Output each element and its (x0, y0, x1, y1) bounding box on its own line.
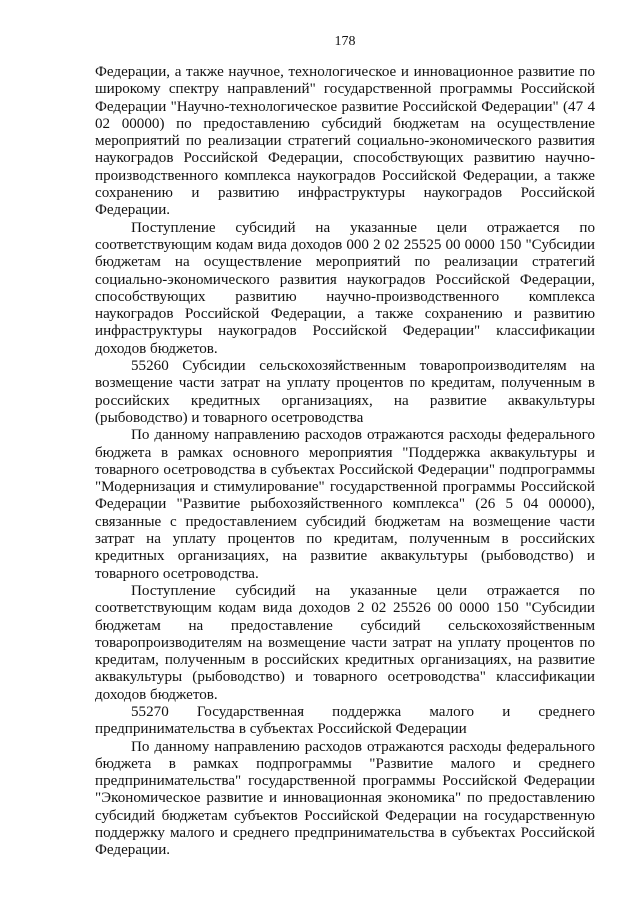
item-heading-55260: 55260 Субсидии сельскохозяйственным товаропроизводителям на возмещение части затрат на уплату процентов по кредитам, полученным в российских кредитных организациях, на развитие аквакультуры (рыбоводство) и товарного осетроводства (95, 358, 595, 426)
paragraph-receipt-55260: Поступление субсидий на указанные цели отражается по соответствующим кодам вида доходов 2 02 25526 00 0000 150 "Субсидии бюджетам на предоставление субсидий сельскохозяйственным товаропроизводителям на возмещение части затрат на уплату процентов по кредитам, полученным в российских кредитных организациях, на развитие аквакультуры (рыбоводство) и товарного осетроводства" классификации доходов бюджетов. (95, 582, 595, 703)
paragraph-receipt-55250: Поступление субсидий на указанные цели отражается по соответствующим кодам вида доходов 000 2 02 25525 00 0000 150 "Субсидии бюджетам на осуществление мероприятий по реализации стратегий социально-экономического развития наукоградов Российской Федерации, способствующих развитию научно-производственного комплекса наукоградов Российской Федерации, а также сохранению и развитию инфраструктуры наукоградов Российской Федерации" классификации доходов бюджетов. (95, 219, 595, 357)
paragraph-continuation: Федерации, а также научное, технологическое и инновационное развитие по широкому спектру направлений" государственной программы Российской Федерации "Научно-технологическое развитие Российской Федерации" (47 4 02 00000) по предоставлению субсидий бюджетам на осуществление мероприятий по реализации стратегий социально-экономического развития наукоградов Российской Федерации, способствующих развитию научно-производственного комплекса наукоградов Российской Федерации, а также сохранению и развитию инфраструктуры наукоградов Российской Федерации. (95, 64, 595, 219)
document-page (95, 34, 595, 860)
item-heading-55270: 55270 Государственная поддержка малого и среднего предпринимательства в субъектах Российской Федерации (95, 703, 595, 738)
paragraph-description-55270: По данному направлению расходов отражаются расходы федерального бюджета в рамках подпрограммы "Развитие малого и среднего предпринимательства" государственной программы Российской Федерации "Экономическое развитие и инновационная экономика" по предоставлению субсидий бюджетам субъектов Российской Федерации на государственную поддержку малого и среднего предпринимательства в субъектах Российской Федерации. (95, 738, 595, 859)
paragraph-description-55260: По данному направлению расходов отражаются расходы федерального бюджета в рамках основного мероприятия "Поддержка аквакультуры и товарного осетроводства в субъектах Российской Федерации" подпрограммы "Модернизация и стимулирование" государственной программы Российской Федерации "Развитие рыбохозяйственного комплекса" (26 5 04 00000), связанные с предоставлением субсидий бюджетам на возмещение части затрат на уплату процентов по кредитам, полученным в российских кредитных организациях, на развитие аквакультуры (рыбоводство) и товарного осетроводства. (95, 427, 595, 582)
page-number: 178 (334, 34, 356, 49)
